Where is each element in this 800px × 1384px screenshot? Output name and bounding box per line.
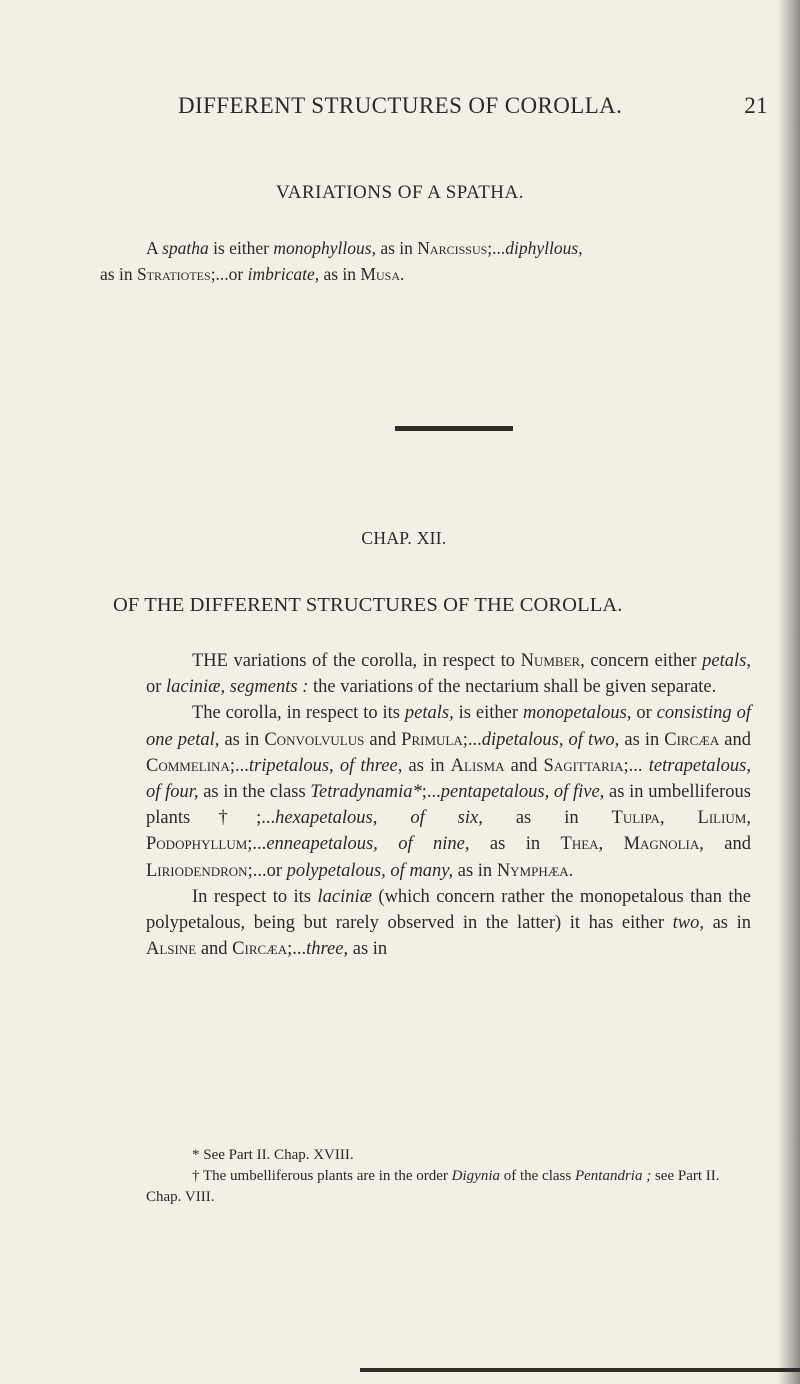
chapter-body xyxy=(146,648,751,962)
footnote-1: * See Part II. Chap. XVIII. xyxy=(192,1147,354,1163)
paragraph-1: THE variations of the corolla, in respect to Number, concern either petals, or laciniæ, segments : the variations of the nectarium shall be given separate. xyxy=(146,651,751,698)
section-title: VARIATIONS OF A SPATHA. xyxy=(275,182,525,203)
chapter-title: OF THE DIFFERENT STRUCTURES OF THE COROLLA. xyxy=(113,594,623,616)
paragraph-3: In respect to its laciniæ (which concern rather the monopetalous than the polypetalous, being but rarely observed in the latter) it has either two, as in Alsine and Circæa;...three, as in xyxy=(146,886,752,960)
paragraph-2: The corolla, in respect to its petals, is either monopetalous, or consisting of one petal, as in Convolvulus and Primula;...dipetalous, of two, as in Circæa and Commelina;...tripetalous, of three, as in Alisma and Sagittaria;... tetrapetalous, of four, as in the class Tetradynamia*;...pentapetalous, of five, as in umbelliferous plants†;...hexapetalous, of six, as in Tulipa, Lilium, Podophyllum;...enneapetalous, of nine, as in Thea, Magnolia, and Liriodendron;...or polypetalous, of many, as in Nymphæa. xyxy=(146,703,751,881)
running-title: DIFFERENT STRUCTURES OF COROLLA. xyxy=(178,93,623,118)
page-edge-shadow xyxy=(778,0,800,1384)
spatha-line-2: as in Stratiotes;...or imbricate, as in Musa. xyxy=(100,264,405,284)
running-head xyxy=(178,93,768,119)
section-divider xyxy=(395,426,513,431)
spatha-line-1: A spatha is either monophyllous, as in Narcissus;...diphyllous, xyxy=(146,238,583,258)
footnotes xyxy=(146,1145,751,1208)
footnote-2: † The umbelliferous plants are in the order Digynia of the class Pentandria ; see Part II. Chap. VIII. xyxy=(146,1168,720,1205)
chapter-number: CHAP. XII. xyxy=(361,528,447,548)
page-number: 21 xyxy=(744,93,768,118)
page-bottom-edge xyxy=(360,1368,800,1372)
